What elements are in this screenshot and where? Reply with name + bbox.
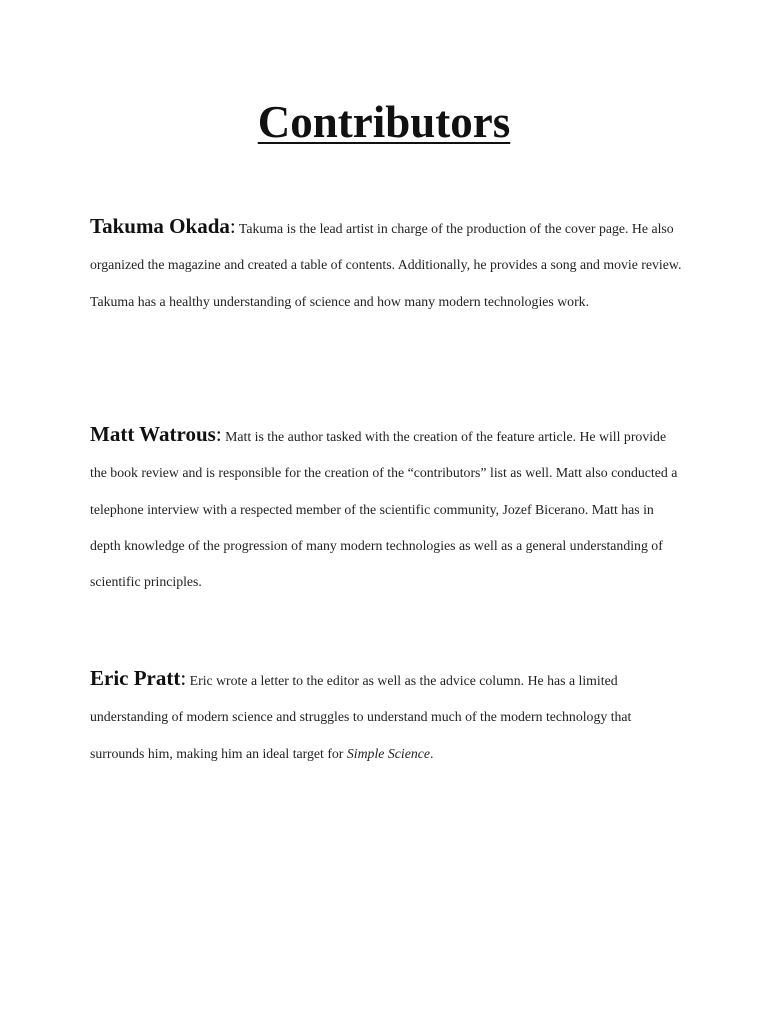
magazine-title-italic: Simple Science xyxy=(346,745,430,761)
contributor-entry-matt-watrous xyxy=(90,416,682,600)
contributor-name xyxy=(90,422,222,446)
name-colon: : xyxy=(180,666,187,690)
contributor-name-text: Matt Watrous xyxy=(90,422,216,446)
contributor-description: Eric wrote a letter to the editor as well as the advice column. He has a limited understanding of modern science and struggles to understand much of the modern technology that surrounds him, making him an ideal target for xyxy=(90,673,632,761)
contributor-description: Matt is the author tasked with the creation of the feature article. He will provide the book review and is responsible for the creation of the “contributors” list as well. Matt also conducted a telephone interview with a respected member of the scientific community, Jozef Bicerano. Matt has in depth knowledge of the progression of many modern technologies as well as a general understanding of scientific principles. xyxy=(90,429,678,590)
contributor-name xyxy=(90,666,186,690)
contributor-entry-takuma-okada xyxy=(90,208,682,320)
contributor-description: Takuma is the lead artist in charge of the production of the cover page. He also organized the magazine and created a table of contents. Additionally, he provides a song and movie review. Takuma has a healthy understanding of science and how many modern technologies work. xyxy=(90,221,682,309)
name-colon: : xyxy=(229,214,236,238)
name-colon: : xyxy=(215,422,222,446)
contributor-entry-eric-pratt xyxy=(90,660,682,772)
page-title: Contributors xyxy=(257,97,511,147)
contributor-name-text: Takuma Okada xyxy=(90,214,230,238)
contributor-name-text: Eric Pratt xyxy=(90,666,181,690)
description-end: . xyxy=(429,745,434,761)
contributor-name xyxy=(90,214,236,238)
